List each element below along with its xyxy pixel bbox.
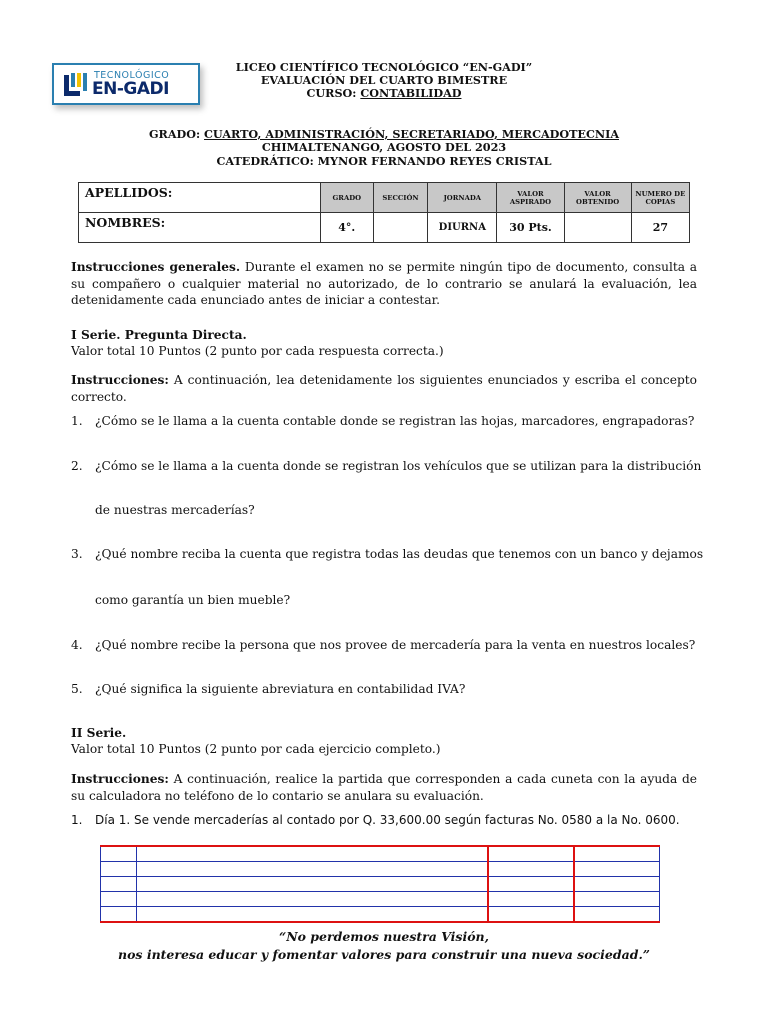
school-name: LICEO CIENTÍFICO TECNOLÓGICO “EN-GADI” xyxy=(235,60,533,74)
serie2-value: Valor total 10 Puntos (2 punto por cada ejercicio completo.) xyxy=(71,742,441,756)
value-valor-obtenido[interactable] xyxy=(564,213,631,243)
ledger-cell[interactable] xyxy=(101,846,137,862)
header-valor-obtenido: VALOR OBTENIDO xyxy=(564,183,631,213)
serie2-instructions-label: Instrucciones: xyxy=(71,772,169,786)
serie1-title: I Serie. Pregunta Directa. xyxy=(71,328,247,342)
value-seccion[interactable] xyxy=(373,213,427,243)
logo-text-main: EN-GADI xyxy=(92,79,169,99)
motto-line-1: “No perdemos nuestra Visión, xyxy=(279,929,489,944)
header-valor-aspirado: VALOR ASPIRADO xyxy=(497,183,564,213)
teacher-name: CATEDRÁTICO: MYNOR FERNANDO REYES CRISTAL xyxy=(216,154,552,168)
ledger-cell[interactable] xyxy=(101,907,137,923)
ledger-cell[interactable] xyxy=(574,846,659,862)
question-text: ¿Qué nombre recibe la persona que nos provee de mercadería para la venta en nuestros locales? xyxy=(95,638,696,652)
question-text: ¿Cómo se le llama a la cuenta contable donde se registran las hojas, marcadores, engrapadoras? xyxy=(95,414,695,428)
ledger-cell[interactable] xyxy=(136,862,488,877)
course-label: CURSO: xyxy=(306,86,361,100)
value-jornada: DIURNA xyxy=(428,213,497,243)
ledger-row xyxy=(101,862,660,877)
question-text: ¿Qué significa la siguiente abreviatura en contabilidad IVA? xyxy=(95,682,466,696)
serie2-instructions xyxy=(71,771,697,804)
ledger-cell[interactable] xyxy=(101,877,137,892)
question-number: 4. xyxy=(71,638,83,652)
logo-text-top: TECNOLÓGICO xyxy=(94,70,170,81)
ledger-cell[interactable] xyxy=(101,892,137,907)
exercise-text: Día 1. Se vende mercaderías al contado por Q. 33,600.00 según facturas No. 0580 a la No. 0600. xyxy=(95,813,680,827)
header-numero-copias: NUMERO DE COPIAS xyxy=(631,183,689,213)
ledger-cell[interactable] xyxy=(488,846,575,862)
ledger-row xyxy=(101,892,660,907)
ledger-cell[interactable] xyxy=(574,862,659,877)
ledger-cell[interactable] xyxy=(488,892,575,907)
question-text: ¿Cómo se le llama a la cuenta donde se registran los vehículos que se utilizan para la distribución xyxy=(95,459,702,473)
ledger-cell[interactable] xyxy=(574,877,659,892)
serie2-title: II Serie. xyxy=(71,726,127,740)
ledger-cell[interactable] xyxy=(101,862,137,877)
value-numero-copias: 27 xyxy=(631,213,689,243)
course-line xyxy=(0,87,768,101)
header-jornada: JORNADA xyxy=(428,183,497,213)
course-value: CONTABILIDAD xyxy=(360,86,462,100)
question-number: 2. xyxy=(71,459,83,473)
ledger-cell[interactable] xyxy=(136,907,488,923)
question-number: 1. xyxy=(71,414,83,428)
journal-entry-grid[interactable] xyxy=(100,845,660,923)
exercise-number: 1. xyxy=(71,813,83,827)
ledger-row xyxy=(101,907,660,923)
place-date: CHIMALTENANGO, AGOSTO DEL 2023 xyxy=(261,140,507,154)
ledger-cell[interactable] xyxy=(136,846,488,862)
ledger-cell[interactable] xyxy=(136,877,488,892)
general-instructions-text: Durante el examen no se permite ningún tipo de documento, consulta a su compañero o cualquier material no autorizado, de lo contrario se anulará la evaluación, lea detenidamente cada enunciado antes de iniciar a contestar. xyxy=(71,260,697,307)
ledger-cell[interactable] xyxy=(488,907,575,923)
header-grado: GRADO xyxy=(320,183,373,213)
serie1-instructions-label: Instrucciones: xyxy=(71,373,169,387)
question-number: 3. xyxy=(71,547,83,561)
ledger-cell[interactable] xyxy=(574,907,659,923)
general-instructions-label: Instrucciones generales. xyxy=(71,260,241,274)
motto-line-2: nos interesa educar y fomentar valores para construir una nueva sociedad.” xyxy=(118,947,650,962)
student-info-table xyxy=(78,182,690,243)
nombres-field[interactable]: NOMBRES: xyxy=(79,213,321,243)
grade-label: GRADO: xyxy=(149,127,205,141)
apellidos-field[interactable]: APELLIDOS: xyxy=(79,183,321,213)
ledger-row xyxy=(101,846,660,862)
question-number: 5. xyxy=(71,682,83,696)
question-2-continuation: de nuestras mercaderías? xyxy=(95,503,255,517)
question-3-continuation: como garantía un bien mueble? xyxy=(95,593,291,607)
ledger-cell[interactable] xyxy=(488,877,575,892)
ledger-cell[interactable] xyxy=(574,892,659,907)
serie1-instructions xyxy=(71,372,697,405)
grade-value: CUARTO, ADMINISTRACIÓN, SECRETARIADO, MERCADOTECNIA xyxy=(204,127,619,141)
evaluation-title: EVALUACIÓN DEL CUARTO BIMESTRE xyxy=(260,73,508,87)
general-instructions xyxy=(71,259,697,309)
serie1-value: Valor total 10 Puntos (2 punto por cada respuesta correcta.) xyxy=(71,344,444,358)
ledger-cell[interactable] xyxy=(136,892,488,907)
value-valor-aspirado: 30 Pts. xyxy=(497,213,564,243)
serie2-instructions-text: A continuación, realice la partida que corresponden a cada cuneta con la ayuda de su calculadora no teléfono de lo contario se anulara su evaluación. xyxy=(71,772,697,803)
ledger-row xyxy=(101,877,660,892)
value-grado: 4°. xyxy=(320,213,373,243)
question-text: ¿Qué nombre reciba la cuenta que registra todas las deudas que tenemos con un banco y dejamos xyxy=(95,547,704,561)
serie1-instructions-text: A continuación, lea detenidamente los siguientes enunciados y escriba el concepto correcto. xyxy=(71,373,697,404)
ledger-cell[interactable] xyxy=(488,862,575,877)
header-seccion: SECCIÓN xyxy=(373,183,427,213)
